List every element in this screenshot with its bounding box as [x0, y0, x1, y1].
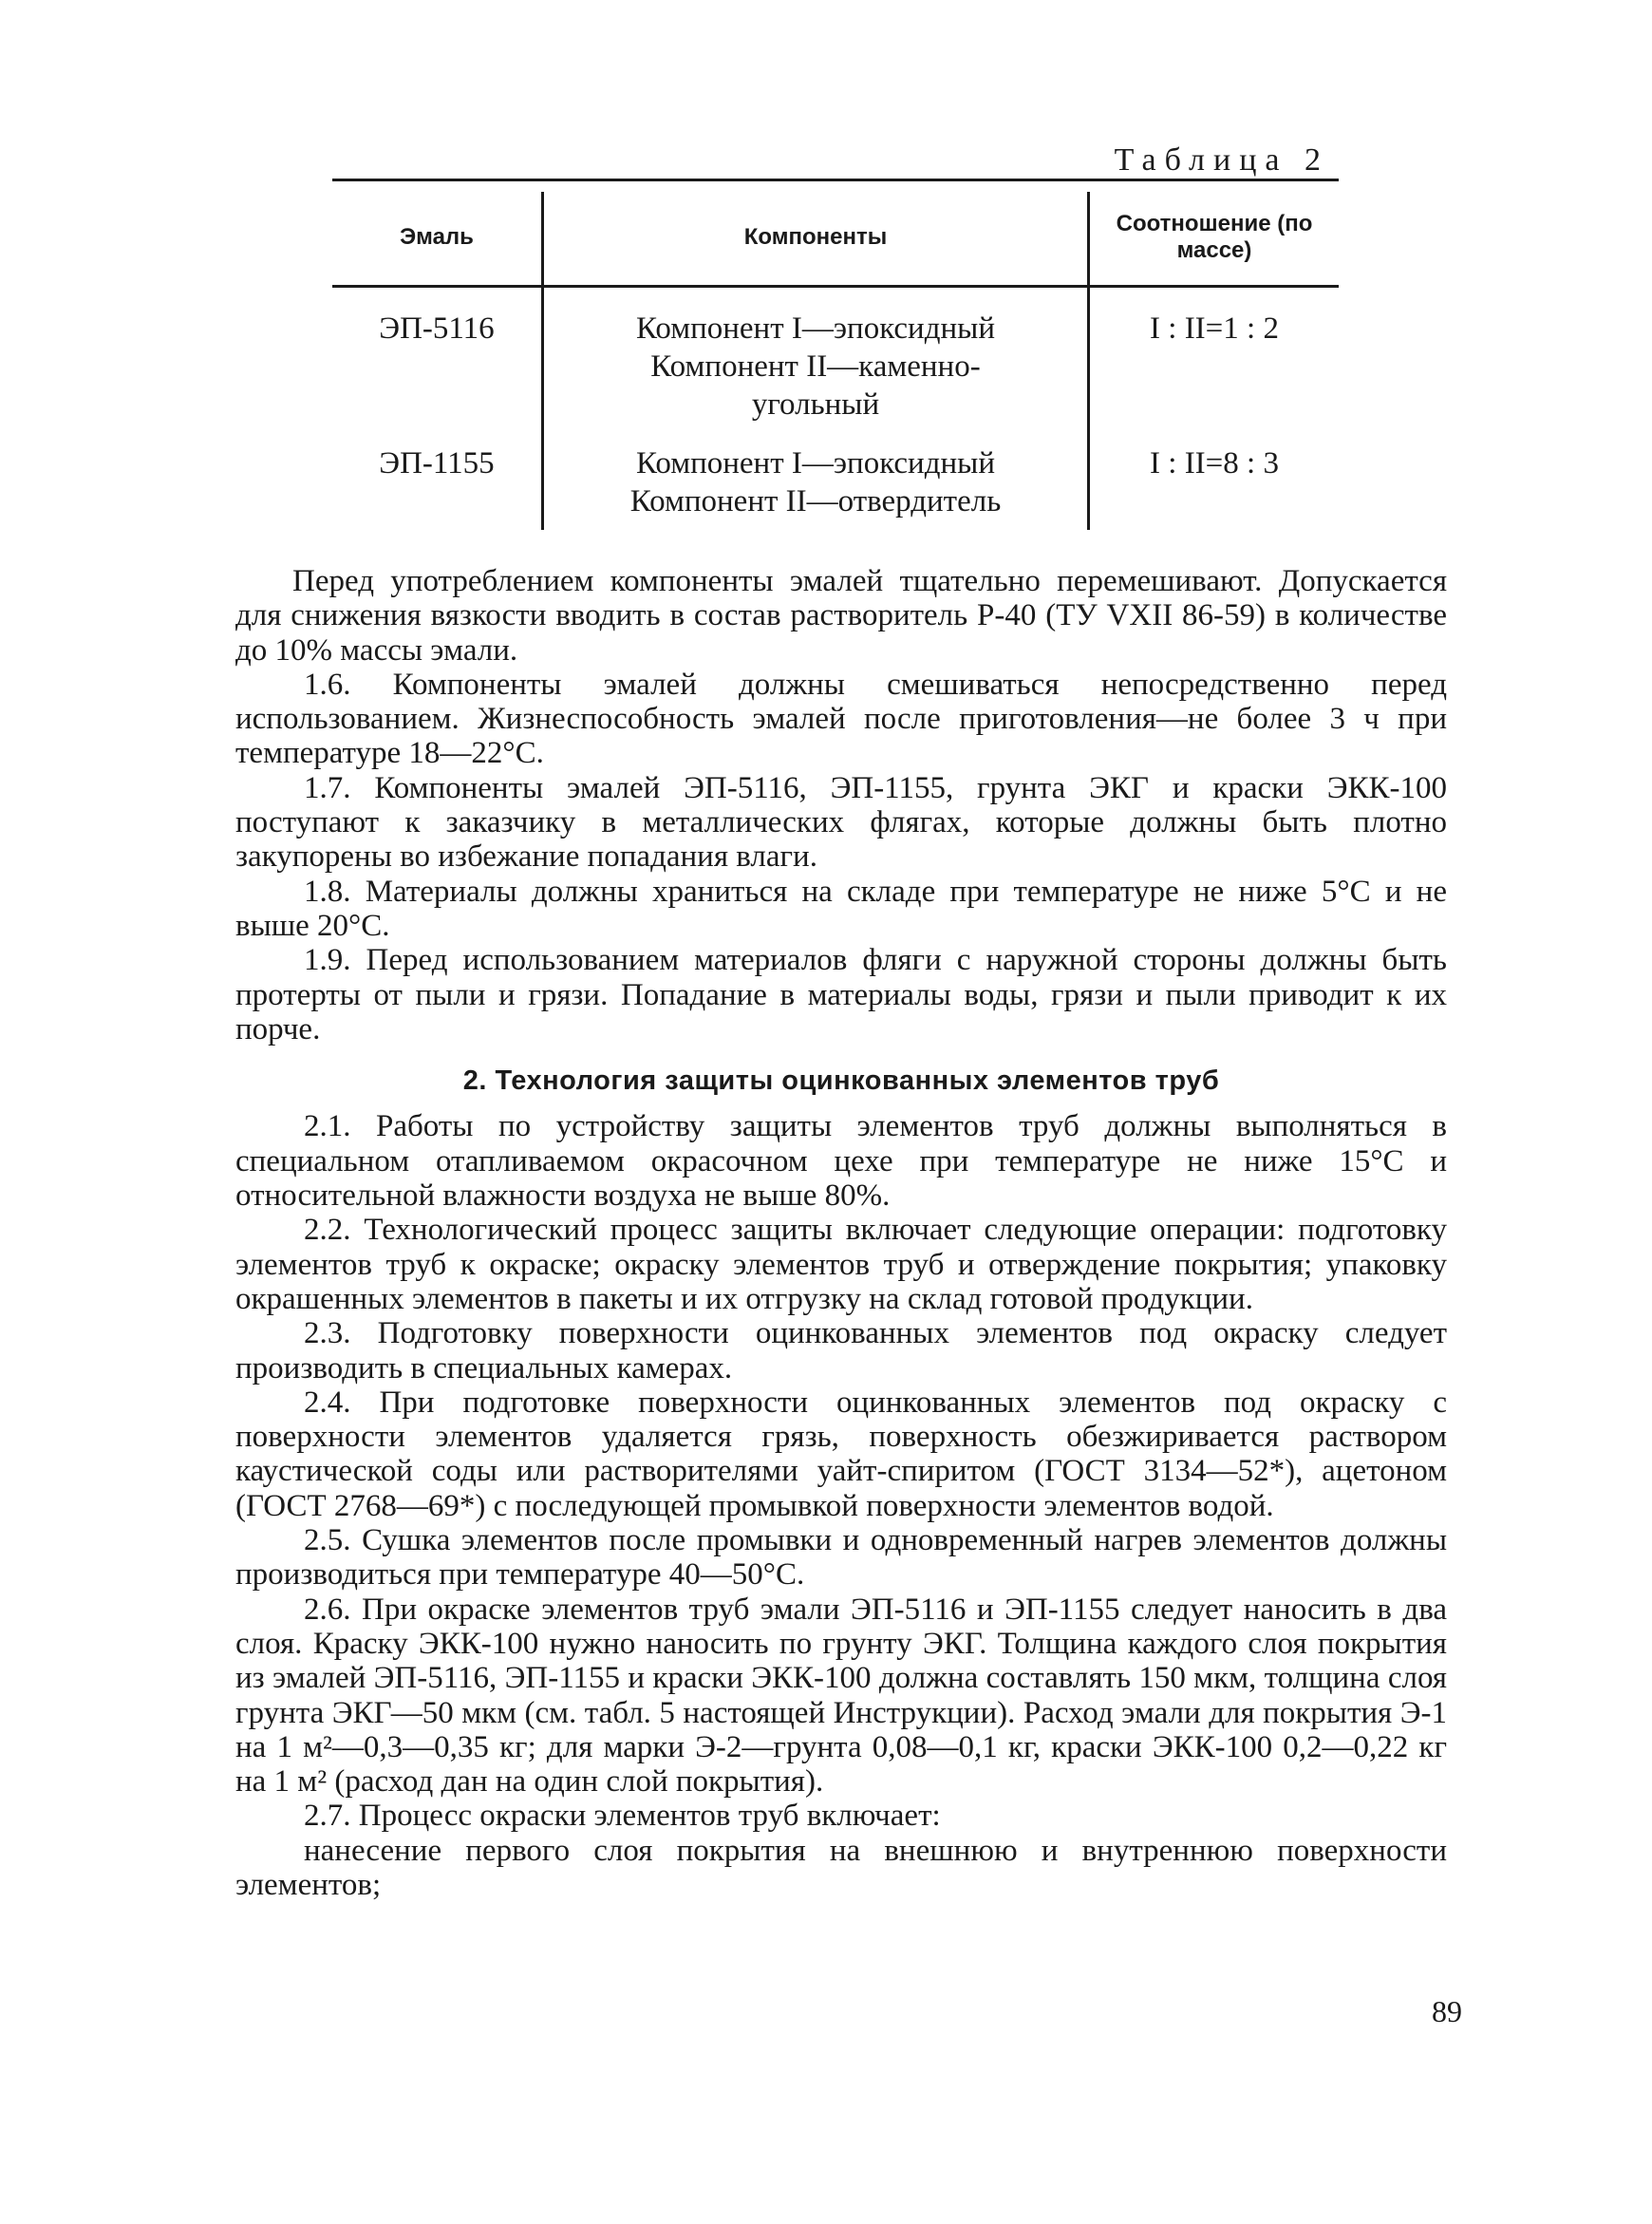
page-number: 89 [1432, 1994, 1462, 2028]
paragraph-2-1: 2.1. Работы по устройству защиты элементов труб должны выполняться в специальном отапливаемом окрасочном цехе при температуре не ниже 15°С и относительной влажности воздуха не выше 80%. [235, 1109, 1447, 1214]
component-line: Компонент I—эпоксидный [635, 311, 996, 346]
component-line: Компонент II—каменно- [650, 349, 981, 384]
table-cell-enamel: ЭП-1155 [379, 446, 495, 481]
paragraph-2-7-item: нанесение первого слоя покрытия на внешнюю и внутреннюю поверхности элементов; [235, 1833, 1447, 1902]
body-text [235, 564, 1447, 1902]
paragraph-2-7: 2.7. Процесс окраски элементов труб включает: [304, 1799, 941, 1834]
table-header-components: Компоненты [743, 224, 888, 250]
component-line: Компонент II—отвердитель [629, 484, 1002, 518]
component-line: угольный [751, 387, 880, 422]
paragraph-1-7: 1.7. Компоненты эмалей ЭП-5116, ЭП-1155, грунта ЭКГ и краски ЭКК-100 поступают к заказчику в металлических флягах, которые должны быть плотно закупорены во избежание попадания влаги. [235, 770, 1447, 875]
paragraph-intro: Перед употреблением компоненты эмалей тщательно перемешивают. Допускается для снижения вязкости вводить в состав растворитель Р-40 (ТУ VXII 86-59) в количестве до 10% массы эмали. [235, 564, 1447, 668]
table-cell-ratio: I : II=1 : 2 [1150, 311, 1279, 346]
table-cell-ratio: I : II=8 : 3 [1150, 446, 1279, 481]
paragraph-2-6: 2.6. При окраске элементов труб эмали ЭП-5116 и ЭП-1155 следует наносить в два слоя. Краску ЭКК-100 нужно наносить по грунту ЭКГ. Толщина каждого слоя покрытия из эмалей ЭП-5116, ЭП-1155 и краски ЭКК-100 должна составлять 150 мкм, толщина слоя грунта ЭКГ—50 мкм (см. табл. 5 настоящей Инструкции). Расход эмали для покрытия Э-1 на 1 м²—0,3—0,35 кг; для марки Э-2—грунта 0,08—0,1 кг, краски ЭКК-100 0,2—0,22 кг на 1 м² (расход дан на один слой покрытия). [235, 1592, 1447, 1800]
table-header-enamel: Эмаль [400, 224, 474, 250]
component-line: Компонент I—эпоксидный [635, 446, 996, 481]
table-top-rule [332, 179, 1339, 181]
paragraph-2-4: 2.4. При подготовке поверхности оцинкованных элементов под окраску с поверхности элементов удаляется грязь, поверхность обезжиривается раствором каустической соды или растворителями уайт-спиритом (ГОСТ 3134—52*), ацетоном (ГОСТ 2768—69*) с последующей промывкой поверхности элементов водой. [235, 1385, 1447, 1523]
table-cell-enamel: ЭП-5116 [379, 311, 495, 346]
paragraph-1-9: 1.9. Перед использованием материалов фляги с наружной стороны должны быть протерты от пыли и грязи. Попадание в материалы воды, грязи и пыли приводит к их порче. [235, 943, 1447, 1046]
table-caption: Таблица 2 [1114, 142, 1329, 178]
paragraph-2-5: 2.5. Сушка элементов после промывки и одновременный нагрев элементов должны производиться при температуре 40—50°С. [235, 1523, 1447, 1593]
table-header-ratio: Соотношение (по массе) [1116, 211, 1313, 263]
paragraph-2-2: 2.2. Технологический процесс защиты включает следующие операции: подготовку элементов труб к окраске; окраску элементов труб и отверждение покрытия; упаковку окрашенных элементов в пакеты и их отгрузку на склад готовой продукции. [235, 1213, 1447, 1316]
table-header-rule [332, 285, 1339, 288]
table-cell-components [544, 310, 1087, 424]
paragraph-1-6: 1.6. Компоненты эмалей должны смешиваться непосредственно перед использованием. Жизнеспособность эмалей после приготовления—не более 3 ч при температуре 18—22°С. [235, 667, 1447, 771]
section-title: 2. Технология защиты оцинкованных элементов труб [462, 1065, 1220, 1097]
paragraph-2-3: 2.3. Подготовку поверхности оцинкованных элементов под окраску следует производить в специальных камерах. [235, 1316, 1447, 1385]
paragraph-1-8: 1.8. Материалы должны храниться на складе при температуре не ниже 5°С и не выше 20°С. [235, 874, 1447, 943]
table-cell-components [544, 444, 1087, 520]
